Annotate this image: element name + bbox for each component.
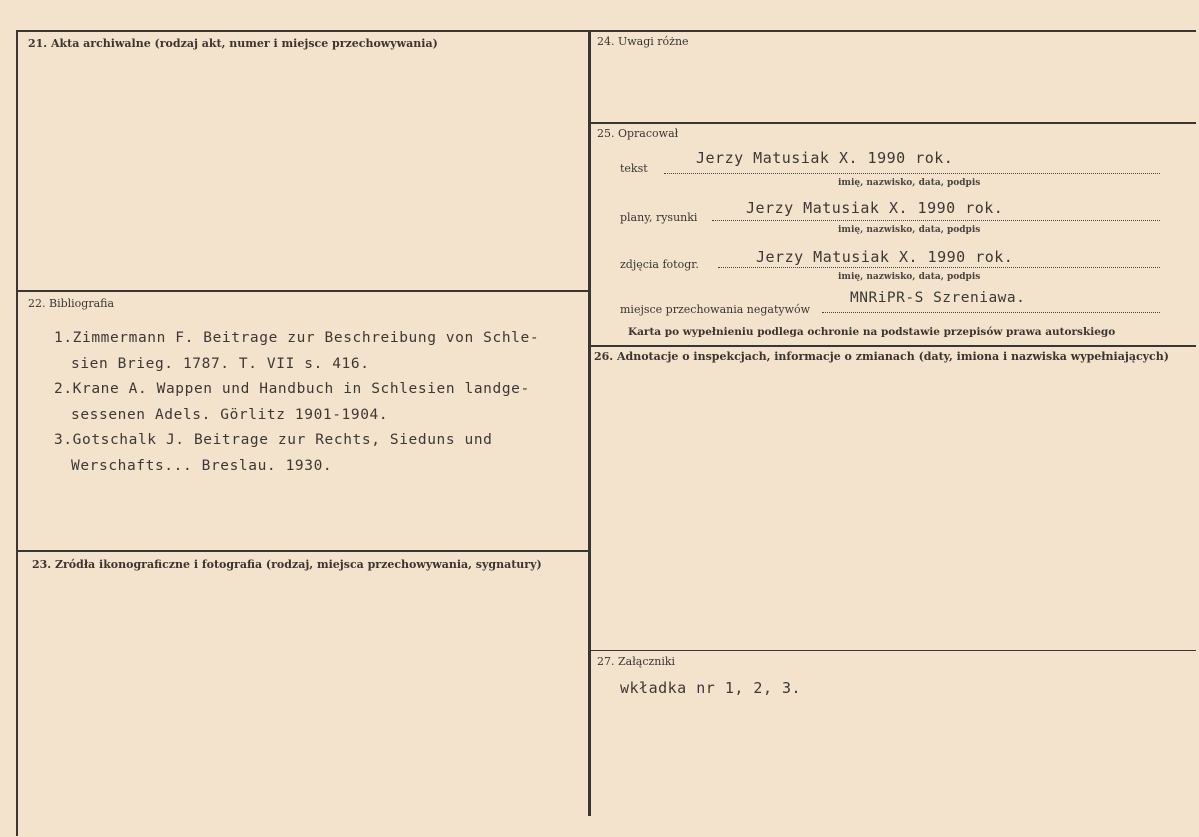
section-24-label: 24. Uwagi różne [597, 35, 689, 48]
bibliography-list [54, 326, 539, 479]
center-divider [588, 30, 591, 816]
tekst-line [664, 173, 1160, 174]
tekst-label: tekst [620, 162, 648, 175]
section-25-label: 25. Opracował [597, 127, 679, 140]
zdjecia-line [718, 267, 1160, 268]
bibliography-line: sien Brieg. 1787. T. VII s. 416. [71, 355, 370, 372]
plany-caption: imię, nazwisko, data, podpis [838, 225, 981, 235]
divider-21-22 [16, 290, 589, 292]
top-border [16, 30, 1196, 32]
left-border [16, 30, 18, 836]
plany-label: plany, rysunki [620, 211, 698, 224]
bibliography-line: 1.Zimmermann F. Beitrage zur Beschreibung von Schle- [54, 330, 540, 346]
bibliography-line: 2.Krane A. Wappen und Handbuch in Schlesien landge- [54, 381, 530, 397]
attachments-value: wkładka nr 1, 2, 3. [620, 679, 802, 697]
tekst-value: Jerzy Matusiak X. 1990 rok. [696, 149, 954, 167]
section-26-label: 26. Adnotacje o inspekcjach, informacje o zmianach (daty, imiona i nazwiska wypełniających) [594, 350, 1169, 363]
section-23-label: 23. Zródła ikonograficzne i fotografia (rodzaj, miejsca przechowywania, sygnatury) [32, 558, 542, 571]
zdjecia-value: Jerzy Matusiak X. 1990 rok. [756, 248, 1014, 266]
copyright-notice: Karta po wypełnieniu podlega ochronie na podstawie przepisów prawa autorskiego [628, 326, 1116, 338]
plany-value: Jerzy Matusiak X. 1990 rok. [746, 199, 1004, 217]
section-27-label: 27. Załączniki [597, 655, 676, 668]
bibliography-line: 3.Gotschalk J. Beitrage zur Rechts, Sieduns und [54, 432, 493, 448]
zdjecia-caption: imię, nazwisko, data, podpis [838, 272, 981, 282]
section-22-label: 22. Bibliografia [28, 297, 115, 310]
bibliography-line: Werschafts... Breslau. 1930. [71, 457, 333, 474]
negatywy-line [822, 312, 1160, 313]
divider-22-23 [16, 550, 589, 552]
section-21-label: 21. Akta archiwalne (rodzaj akt, numer i miejsce przechowywania) [28, 37, 438, 50]
negatywy-value: MNRiPR-S Szreniawa. [850, 290, 1026, 306]
negatywy-label: miejsce przechowania negatywów [620, 303, 811, 316]
divider-25-26 [590, 345, 1196, 347]
zdjecia-label: zdjęcia fotogr. [620, 258, 699, 271]
divider-26-27 [590, 650, 1196, 651]
bibliography-line: sessenen Adels. Görlitz 1901-1904. [71, 406, 389, 423]
plany-line [712, 220, 1160, 221]
divider-24-25 [590, 122, 1196, 124]
tekst-caption: imię, nazwisko, data, podpis [838, 178, 981, 188]
